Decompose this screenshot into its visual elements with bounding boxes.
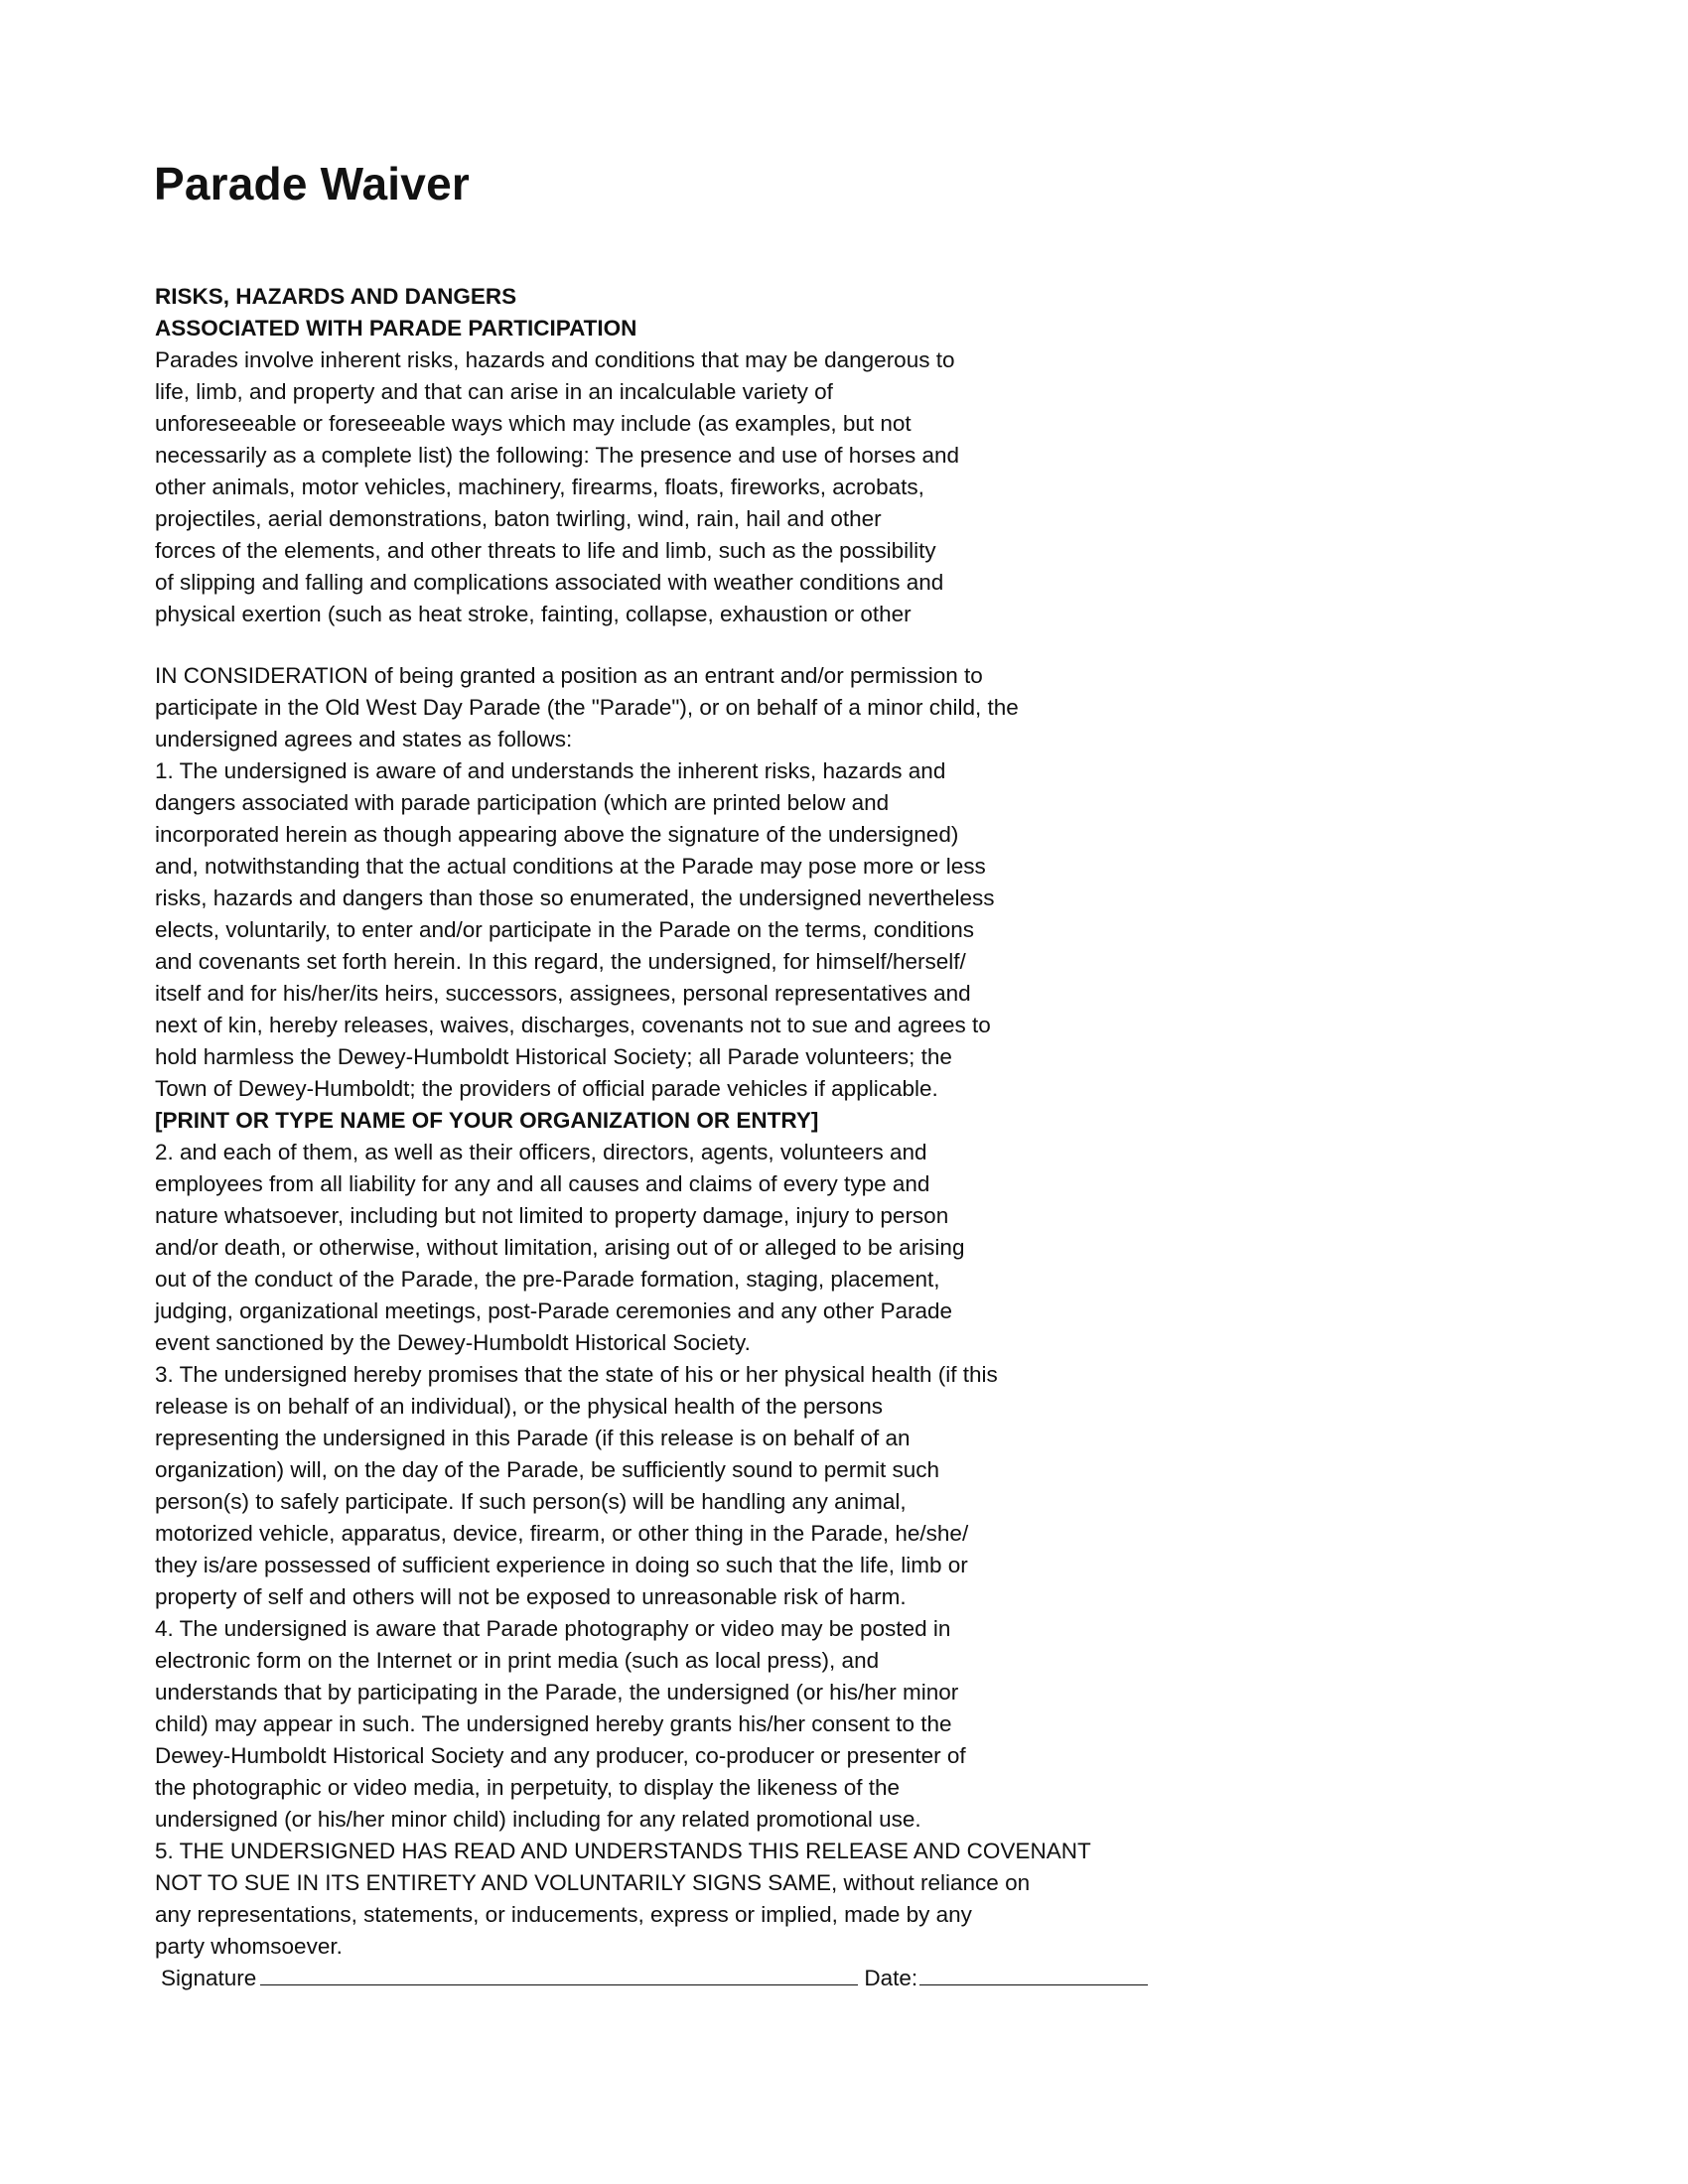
clause-line: undersigned (or his/her minor child) including for any related promotional use. xyxy=(155,1807,921,1832)
consideration-line: incorporated herein as though appearing above the signature of the undersigned) xyxy=(155,822,959,847)
date-label: Date: xyxy=(864,1966,918,1990)
risks-text-line: projectiles, aerial demonstrations, baton twirling, wind, rain, hail and other xyxy=(155,506,882,531)
clause-line: judging, organizational meetings, post-Parade ceremonies and any other Parade xyxy=(155,1298,953,1323)
clause-line: 4. The undersigned is aware that Parade photography or video may be posted in xyxy=(155,1616,951,1641)
risks-text-line: Parades involve inherent risks, hazards and conditions that may be dangerous to xyxy=(155,347,955,372)
clause-line: child) may appear in such. The undersigned hereby grants his/her consent to the xyxy=(155,1711,952,1736)
clause-line: Dewey-Humboldt Historical Society and any producer, co-producer or presenter of xyxy=(155,1743,966,1768)
risks-text-line: physical exertion (such as heat stroke, fainting, collapse, exhaustion or other xyxy=(155,602,912,626)
consideration-line: participate in the Old West Day Parade (the "Parade"), or on behalf of a minor child, the xyxy=(155,695,1019,720)
consideration-line: itself and for his/her/its heirs, successors, assignees, personal representatives and xyxy=(155,981,971,1006)
clause-line: person(s) to safely participate. If such person(s) will be handling any animal, xyxy=(155,1489,907,1514)
clause-line: organization) will, on the day of the Parade, be sufficiently sound to permit such xyxy=(155,1457,940,1482)
clause-line: representing the undersigned in this Parade (if this release is on behalf of an xyxy=(155,1426,911,1450)
risks-text-line: life, limb, and property and that can arise in an incalculable variety of xyxy=(155,379,833,404)
consideration-line: IN CONSIDERATION of being granted a position as an entrant and/or permission to xyxy=(155,663,983,688)
consideration-line: Town of Dewey-Humboldt; the providers of official parade vehicles if applicable. xyxy=(155,1076,938,1101)
consideration-line: next of kin, hereby releases, waives, discharges, covenants not to sue and agrees to xyxy=(155,1013,991,1037)
waiver-body xyxy=(155,281,1148,1994)
clause-line: 5. THE UNDERSIGNED HAS READ AND UNDERSTANDS THIS RELEASE AND COVENANT xyxy=(155,1839,1091,1863)
risks-heading-line: RISKS, HAZARDS AND DANGERS xyxy=(155,284,517,309)
signature-row xyxy=(155,1963,1148,1994)
date-field[interactable] xyxy=(919,1963,1148,1985)
clause-line: and/or death, or otherwise, without limitation, arising out of or alleged to be arising xyxy=(155,1235,965,1260)
consideration-line: undersigned agrees and states as follows: xyxy=(155,727,573,751)
signature-label: Signature xyxy=(161,1966,257,1990)
consideration-section xyxy=(155,660,1148,1963)
risks-heading-line: ASSOCIATED WITH PARADE PARTICIPATION xyxy=(155,316,637,341)
consideration-line: 1. The undersigned is aware of and understands the inherent risks, hazards and xyxy=(155,758,946,783)
consideration-line: and, notwithstanding that the actual conditions at the Parade may pose more or less xyxy=(155,854,986,879)
paragraph-gap xyxy=(155,630,1148,660)
consideration-line: dangers associated with parade participation (which are printed below and xyxy=(155,790,890,815)
clause-line: they is/are possessed of sufficient experience in doing so such that the life, limb or xyxy=(155,1553,968,1577)
consideration-line: risks, hazards and dangers than those so enumerated, the undersigned nevertheless xyxy=(155,886,995,910)
clause-line: nature whatsoever, including but not limited to property damage, injury to person xyxy=(155,1203,949,1228)
clause-line: release is on behalf of an individual), or the physical health of the persons xyxy=(155,1394,883,1419)
clause-line: out of the conduct of the Parade, the pre-Parade formation, staging, placement, xyxy=(155,1267,940,1292)
clause-line: any representations, statements, or inducements, express or implied, made by any xyxy=(155,1902,972,1927)
page-title: Parade Waiver xyxy=(154,158,470,209)
signature-field[interactable] xyxy=(260,1963,858,1985)
risks-text-line: necessarily as a complete list) the following: The presence and use of horses and xyxy=(155,443,960,468)
risks-text-line: other animals, motor vehicles, machinery, firearms, floats, fireworks, acrobats, xyxy=(155,475,924,499)
clause-line: understands that by participating in the Parade, the undersigned (or his/her minor xyxy=(155,1680,959,1705)
clause-line: electronic form on the Internet or in print media (such as local press), and xyxy=(155,1648,880,1673)
risks-section xyxy=(155,281,1148,630)
clause-line: event sanctioned by the Dewey-Humboldt Historical Society. xyxy=(155,1330,751,1355)
risks-text-line: forces of the elements, and other threats to life and limb, such as the possibility xyxy=(155,538,936,563)
clause-line: party whomsoever. xyxy=(155,1934,343,1959)
consideration-line: elects, voluntarily, to enter and/or participate in the Parade on the terms, conditions xyxy=(155,917,975,942)
clause-line: the photographic or video media, in perpetuity, to display the likeness of the xyxy=(155,1775,901,1800)
consideration-line: hold harmless the Dewey-Humboldt Historical Society; all Parade volunteers; the xyxy=(155,1044,952,1069)
organization-name-placeholder: [PRINT OR TYPE NAME OF YOUR ORGANIZATION OR ENTRY] xyxy=(155,1108,819,1133)
clause-line: property of self and others will not be exposed to unreasonable risk of harm. xyxy=(155,1584,907,1609)
clause-line: 2. and each of them, as well as their officers, directors, agents, volunteers and xyxy=(155,1140,927,1164)
clause-line: NOT TO SUE IN ITS ENTIRETY AND VOLUNTARILY SIGNS SAME, without reliance on xyxy=(155,1870,1031,1895)
risks-text-line: unforeseeable or foreseeable ways which may include (as examples, but not xyxy=(155,411,912,436)
risks-text-line: of slipping and falling and complications associated with weather conditions and xyxy=(155,570,944,595)
clause-line: 3. The undersigned hereby promises that the state of his or her physical health (if this xyxy=(155,1362,998,1387)
clause-line: employees from all liability for any and all causes and claims of every type and xyxy=(155,1171,930,1196)
consideration-line: and covenants set forth herein. In this regard, the undersigned, for himself/herself/ xyxy=(155,949,966,974)
clause-line: motorized vehicle, apparatus, device, firearm, or other thing in the Parade, he/she/ xyxy=(155,1521,969,1546)
